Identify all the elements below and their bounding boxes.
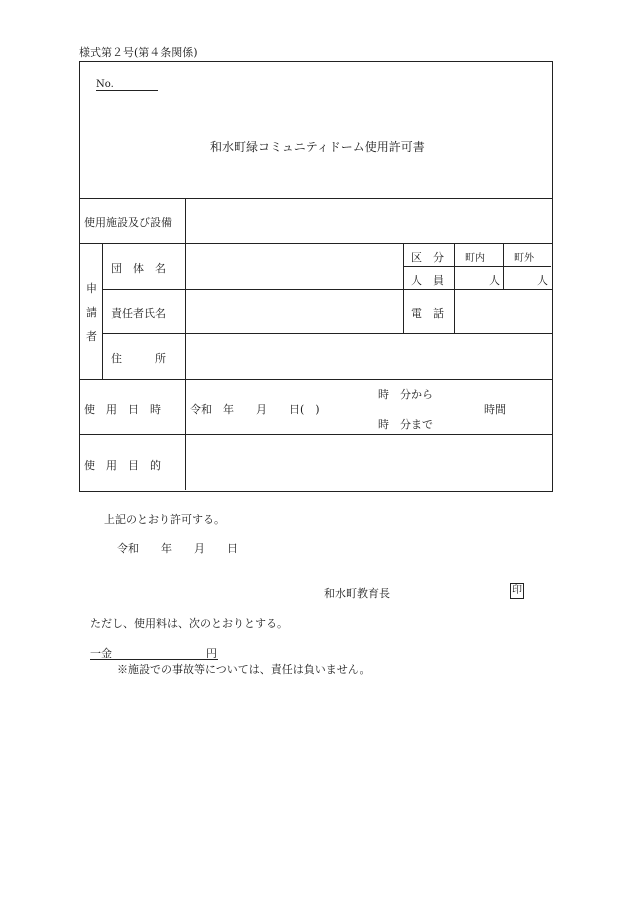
- group-name-label: 団 体 名: [111, 262, 166, 275]
- facility-label: 使用施設及び設備: [84, 216, 172, 229]
- rule-category-col: [403, 243, 404, 333]
- phone-label: 電 話: [411, 307, 444, 320]
- rule-outside-col: [503, 243, 504, 289]
- rule-responsible-bottom: [102, 333, 552, 334]
- persons-label: 人 員: [411, 274, 444, 287]
- phone-field[interactable]: [456, 291, 550, 332]
- rule-persons-top: [403, 266, 551, 267]
- hours-label: 時間: [484, 403, 506, 416]
- fee-note: ただし、使用料は、次のとおりとする。: [90, 617, 288, 630]
- document-title: 和水町緑コミュニティドーム使用許可書: [210, 140, 425, 154]
- amount-suffix: 円: [206, 647, 217, 660]
- persons-outside-unit: 人: [537, 274, 548, 287]
- rule-applicant-col: [102, 243, 103, 379]
- purpose-label: 使 用 目 的: [84, 459, 161, 472]
- purpose-field[interactable]: [187, 436, 550, 489]
- datetime-label: 使 用 日 時: [84, 403, 161, 416]
- applicant-label-3: 者: [86, 330, 97, 343]
- time-to[interactable]: 時 分まで: [378, 418, 433, 431]
- seal-mark: 印: [510, 583, 524, 599]
- rule-group-bottom: [102, 289, 552, 290]
- persons-inside-unit: 人: [489, 274, 500, 287]
- permit-statement: 上記のとおり許可する。: [104, 513, 225, 526]
- date-field[interactable]: 令和 年 月 日( ): [190, 403, 320, 416]
- document-number-label: No.: [96, 79, 158, 91]
- address-field[interactable]: [187, 335, 550, 378]
- amount-field[interactable]: [116, 644, 204, 658]
- applicant-label-1: 申: [86, 282, 97, 295]
- responsible-field[interactable]: [187, 291, 401, 332]
- rule-datetime-bottom: [79, 434, 552, 435]
- rule-top-title: [79, 198, 552, 199]
- disclaimer: ※施設での事故等については、責任は負いません。: [117, 663, 371, 676]
- amount-prefix: 一金: [90, 647, 112, 660]
- permit-date: 令和 年 月 日: [117, 542, 238, 555]
- form-number: 様式第２号(第４条関係): [79, 46, 198, 59]
- issuer-name: 和水町教育長: [324, 587, 390, 600]
- rule-applicant-bottom: [79, 379, 552, 380]
- category-label: 区 分: [411, 251, 444, 264]
- facility-field[interactable]: [187, 200, 549, 242]
- group-name-field[interactable]: [187, 245, 401, 288]
- address-label: 住 所: [111, 352, 166, 365]
- applicant-label-2: 請: [86, 306, 97, 319]
- document-number: [96, 79, 158, 91]
- rule-label-col: [185, 198, 186, 490]
- rule-inside-col: [454, 243, 455, 333]
- town-inside-option[interactable]: 町内: [465, 253, 485, 264]
- responsible-label: 責任者氏名: [111, 307, 166, 320]
- town-outside-option[interactable]: 町外: [514, 253, 534, 264]
- rule-facility-bottom: [79, 243, 552, 244]
- time-from[interactable]: 時 分から: [378, 388, 433, 401]
